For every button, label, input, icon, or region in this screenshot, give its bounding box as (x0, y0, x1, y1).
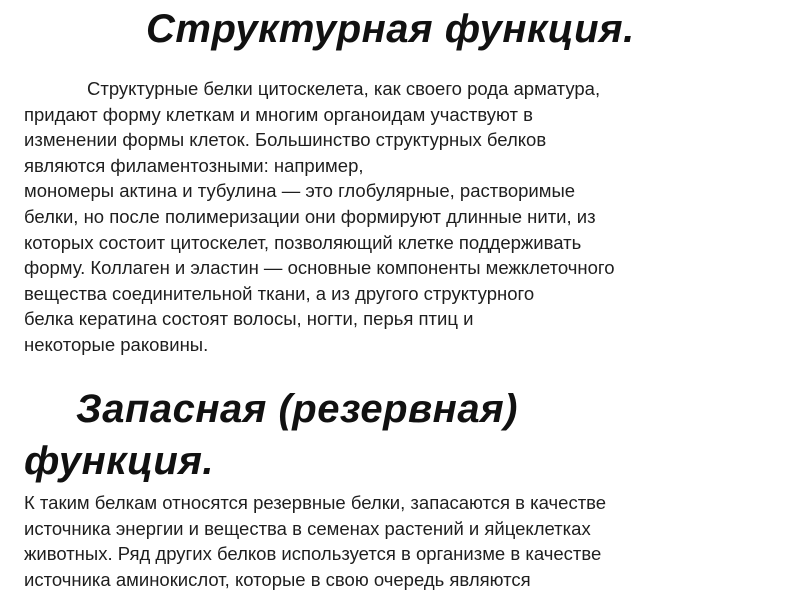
paragraph-line: которых состоит цитоскелет, позволяющий клетке поддерживать (24, 231, 582, 253)
paragraph-line: источника энергии и вещества в семенах растений и яйцеклетках (24, 517, 591, 539)
paragraph-line: некоторые раковины. (24, 333, 209, 355)
paragraph-line: мономеры актина и тубулина — это глобулярные, растворимые (24, 180, 576, 202)
reserve-function-paragraph (24, 490, 606, 592)
paragraph-line: Структурные белки цитоскелета, как своего рода арматура, (87, 78, 601, 99)
paragraph-line: белка кератина состоят волосы, ногти, перья птиц и (24, 308, 474, 330)
paragraph-line: изменении формы клеток. Большинство структурных белков (24, 129, 547, 151)
paragraph-line: животных. Ряд других белков используется в организме в качестве (24, 543, 602, 565)
paragraph-line: вещества соединительной ткани, а из другого структурного (24, 282, 535, 304)
paragraph-line: форму. Коллаген и эластин — основные компоненты межклеточного (24, 257, 615, 279)
paragraph-line: К таким белкам относятся резервные белки, запасаются в качестве (24, 492, 607, 513)
paragraph-line: придают форму клеткам и многим органоидам участвуют в (24, 103, 533, 125)
reserve-title-line: функция. (24, 439, 215, 483)
structural-function-title: Структурная функция. (146, 7, 635, 51)
reserve-title-line: Запасная (резервная) (76, 387, 518, 431)
structural-function-paragraph (24, 76, 615, 358)
paragraph-line: являются филаментозными: например, (24, 154, 364, 176)
paragraph-line: источника аминокислот, которые в свою очередь являются (24, 568, 531, 590)
paragraph-line: белки, но после полимеризации они формируют длинные нити, из (24, 205, 596, 227)
reserve-function-title (24, 383, 664, 487)
